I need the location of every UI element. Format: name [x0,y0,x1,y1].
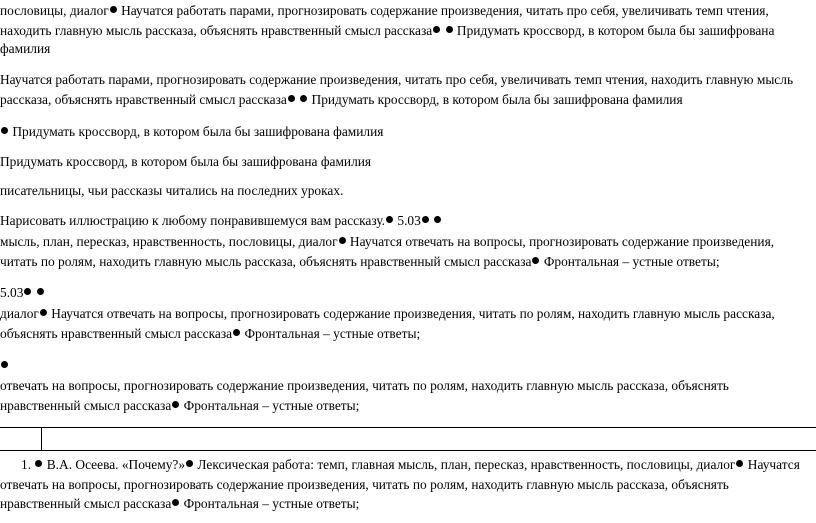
bullet-icon [433,26,440,33]
bullet-icon [339,237,346,244]
text: Лексическая работа: темп, главная мысль, план, пересказ, нравственность, пословицы, диалог [194,457,736,472]
bullet-icon [434,216,441,223]
text: Научатся работать парами, прогнозировать содержание произведения, читать про себя, увеличивать темп чтения, [117,3,769,18]
text: Научатся отвечать на вопросы, прогнозировать содержание произведения, [346,234,775,249]
text: нравственный смысл рассказа [0,398,172,413]
text: пословицы, диалог [0,3,109,18]
text: Придумать кроссворд, в котором была бы зашифрована фамилия [308,92,683,107]
bullet-icon [172,401,179,408]
bullet-icon [288,95,295,102]
bullet-icon [1,127,8,134]
para6-line3 [0,254,720,270]
para1-line3: фамилия [0,41,51,56]
item1-line3 [0,496,359,512]
text: Фронтальная – устные ответы; [180,496,360,511]
text: Фронтальная – устные ответы; [180,398,360,413]
text: Придумать кроссворд, в котором была бы зашифрована [453,23,775,38]
table-border-top [0,427,816,428]
text: Научатся отвечать на вопросы, прогнозировать содержание произведения, читать по ролям, находить главную мысль рассказа, [47,306,775,321]
bullet-icon [40,309,47,316]
bullet-icon [110,6,117,13]
lone-bullet [0,358,9,374]
para7-line1 [0,285,45,301]
bullet-icon [446,26,453,33]
text: 5.03 [394,213,421,228]
text: В.А. Осеева. «Почему?» [43,457,186,472]
text: читать по ролям, находить главную мысль рассказа, объяснять нравственный смысл рассказа [0,254,532,269]
para2-line1: Научатся работать парами, прогнозировать содержание произведения, читать про себя, увеличивать темп чтения, находить главную мысль [0,72,794,87]
text: находить главную мысль рассказа, объяснять нравственный смысл рассказа [0,23,433,38]
text: Нарисовать иллюстрацию к любому понравившемуся вам рассказу. [0,213,386,228]
para7-line2 [0,306,775,322]
bullet-icon [186,460,193,467]
para2-line2 [0,92,683,108]
para3-line1 [0,124,383,140]
para4-line1: Придумать кроссворд, в котором была бы зашифрована фамилия [0,154,372,169]
bullet-icon [37,288,44,295]
table-border-row [0,450,816,451]
bullet-icon [736,460,743,467]
item1-line1 [0,457,800,473]
para7-line3 [0,326,420,342]
para6-line1 [0,213,442,229]
para5-line1: писательницы, чьи рассказы читались на последних уроках. [0,183,344,198]
text: Фронтальная – устные ответы; [540,254,720,269]
bullet-icon [386,216,393,223]
text: Придумать кроссворд, в котором была бы зашифрована фамилия [9,124,384,139]
bullet-icon [24,288,31,295]
list-number: 1. [21,457,32,472]
text: мысль, план, пересказ, нравственность, пословицы, диалог [0,234,338,249]
bullet-icon [1,361,8,368]
bullet-icon [532,257,539,264]
text: Фронтальная – устные ответы; [241,326,421,341]
para1-line1 [0,3,769,19]
text: объяснять нравственный смысл рассказа [0,326,233,341]
text: Научатся [744,457,800,472]
table-column-divider [41,427,42,451]
text: диалог [0,306,39,321]
bullet-icon [422,216,429,223]
bullet-icon [35,460,42,467]
text: рассказа, объяснять нравственный смысл рассказа [0,92,287,107]
bullet-icon [172,499,179,506]
bullet-icon [233,329,240,336]
para6-line2 [0,234,774,250]
para1-line2 [0,23,774,39]
bullet-icon [300,95,307,102]
text: 5.03 [0,285,24,300]
para8-line2 [0,398,359,414]
item1-line2: отвечать на вопросы, прогнозировать содержание произведения, читать по ролям, находить главную мысль рассказа, объяснять [0,477,729,492]
text: нравственный смысл рассказа [0,496,172,511]
para8-line1: отвечать на вопросы, прогнозировать содержание произведения, читать по ролям, находить главную мысль рассказа, объяснять [0,378,729,393]
